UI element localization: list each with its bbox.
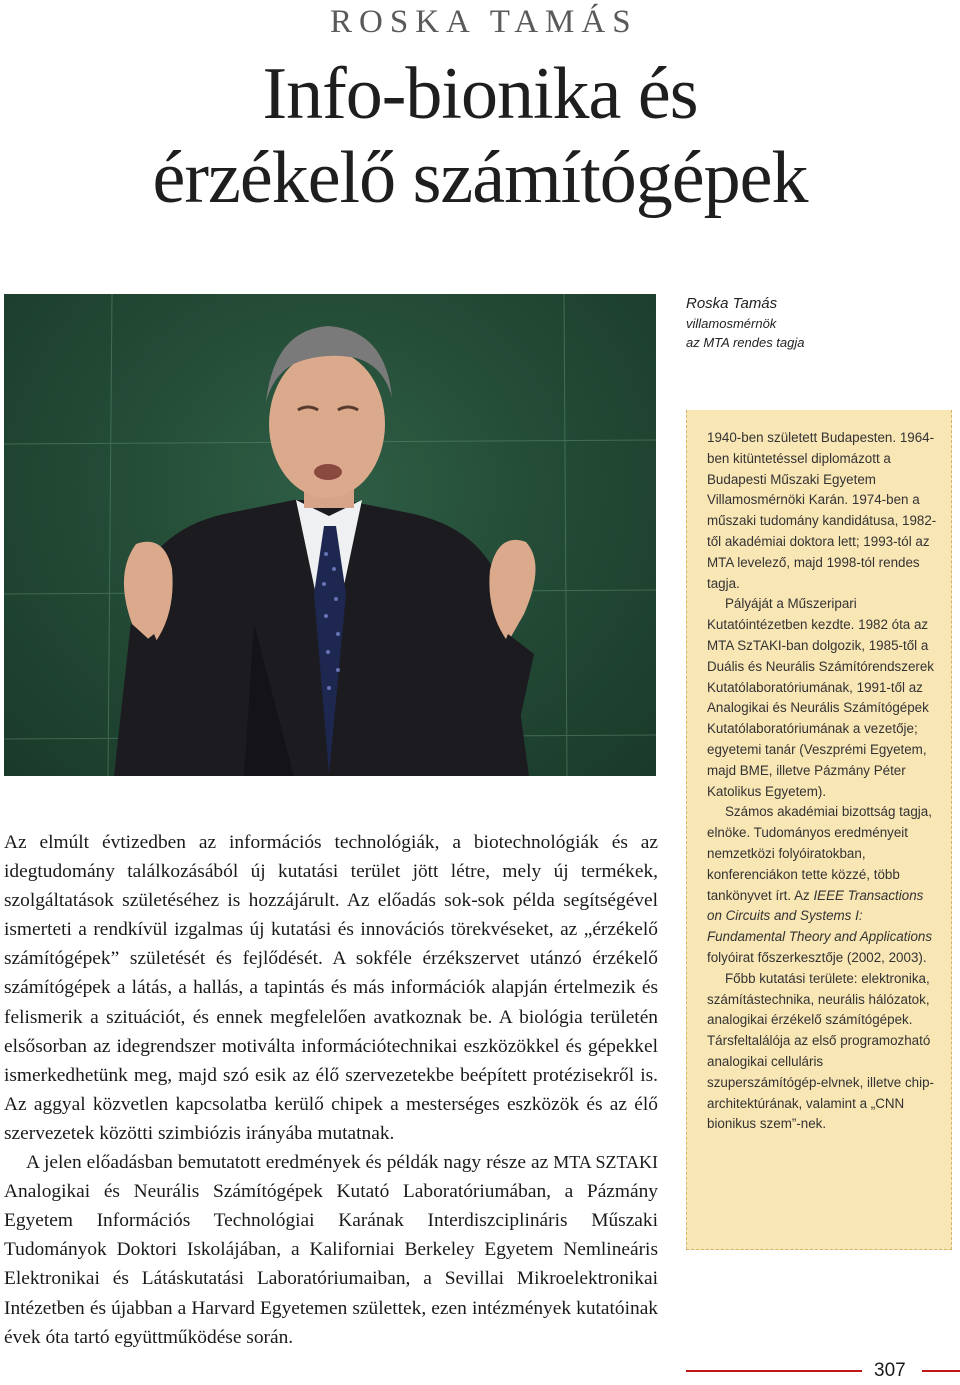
bio-paragraph-birth: 1940-ben született Budapesten. 1964-ben kitüntetéssel diplomázott a Budapesti Műszaki Egyetem Villamosmérnöki Karán. 1974-ben a műszaki tudomány kandidátusa, 1982-től akadémiai doktora lett; 1993-tól az MTA levelező, majd 1998-tól rendes tagja. (707, 430, 937, 591)
bio-paragraph-research: Főbb kutatási területe: elektronika, számítástechnika, neurális hálózatok, analogikai érzékelő számítógépek. Társfeltalálója az első programozható analogikai celluláris szuperszámítógép-elvnek, illetve chip-architektúrának, valamint a „CNN bionikus szem”-nek. (707, 970, 935, 1132)
abstract-p2-rest: Analogikai és Neurális Számítógépek Kutató Laboratóriumában, a Pázmány Egyetem Információs Technológiai Karának Interdiszciplináris Műszaki Tudományok Doktori Iskolájában, a Kaliforniai Berkeley Egyetem Nemlineáris Elektronikai és Látáskutatási Laboratóriumaiban, a Sevillai Mikroelektronikai Intézetben és újabban a Harvard Egyetemen születtek, ezen intézmények kutatóinak évek óta tartó együttműködése során. (4, 1181, 658, 1348)
author-byline (686, 294, 805, 352)
bio-paragraph-honors (707, 802, 939, 968)
bio-honors-text: Számos akadémiai bizottság tagja, elnöke. Tudományos eredményeit nemzetközi folyóiratokban, konferenciákon tette közzé, több tankönyvet írt. Az (707, 804, 932, 903)
speaker-illustration (4, 294, 656, 776)
footer-rule-left (686, 1370, 862, 1372)
author-name-header: ROSKA TAMÁS (330, 4, 638, 40)
institution-name: MTA SZTAKI (553, 1152, 658, 1173)
journal-title: IEEE Transactions on Circuits and Systems I: Fundamental Theory and Applications (707, 887, 933, 945)
abstract-paragraph-2 (4, 1148, 658, 1352)
abstract-text (4, 828, 658, 1352)
abstract-paragraph-1: Az elmúlt évtizedben az információs technológiák, a biotechnológiák és az idegtudomány találkozásából új kutatási terület jött létre, mely új termékek, szolgáltatások születéséhez is hozzájárult. Az előadás sok-sok példa segítségével ismerteti a rendkívül izgalmas új kutatási és innovációs törekvéseket, az „érzékelő számítógépek” születését és fejlődését. A sokféle érzékszervet utánzó érzékelő számítógépek a látás, a hallás, a tapintás és más információk alapján értelmezik és felismerik a szituációt, és ennek megfelelően avatkoznak be. A biológia területén elsősorban az idegrendszer motiválta információtechnikai eszközökkel és gépekkel ismerkedhetünk meg, majd szó esik az élő szervezetekbe beépített protézisekről is. Az aggyal közvetlen kapcsolatba kerülő chipek a mesterséges eszközök és az élő szervezetek közötti szimbiózis irányába mutatnak. (4, 832, 658, 1144)
biography-sidebar (686, 410, 952, 1250)
abstract-p2-start: A jelen előadásban bemutatott eredmények és példák nagy része az (26, 1152, 554, 1174)
article-title: Info-bionika és érzékelő számítógépek (152, 53, 808, 219)
speaker-photo (4, 294, 656, 776)
bio-honors-end: folyóirat főszerkesztője (2002, 2003). (707, 949, 927, 965)
byline-role: villamosmérnök (686, 316, 777, 331)
bio-paragraph-career: Pályáját a Műszeripari Kutatóintézetben kezdte. 1982 óta az MTA SzTAKI-ban dolgozik, 1985-től a Duális és Neurális Számítórendszerek Kutatólaboratóriumának, 1991-től az Analogikai és Neurális Számítógépek Kutatólaboratóriumának a vezetője; egyetemi tanár (Veszprémi Egyetem, majd BME, illetve Pázmány Péter Katolikus Egyetem). (707, 596, 934, 799)
byline-name: Roska Tamás (686, 295, 778, 312)
byline-membership: az MTA rendes tagja (686, 335, 805, 350)
footer-rule-right (922, 1370, 960, 1372)
page-number: 307 (874, 1360, 906, 1381)
